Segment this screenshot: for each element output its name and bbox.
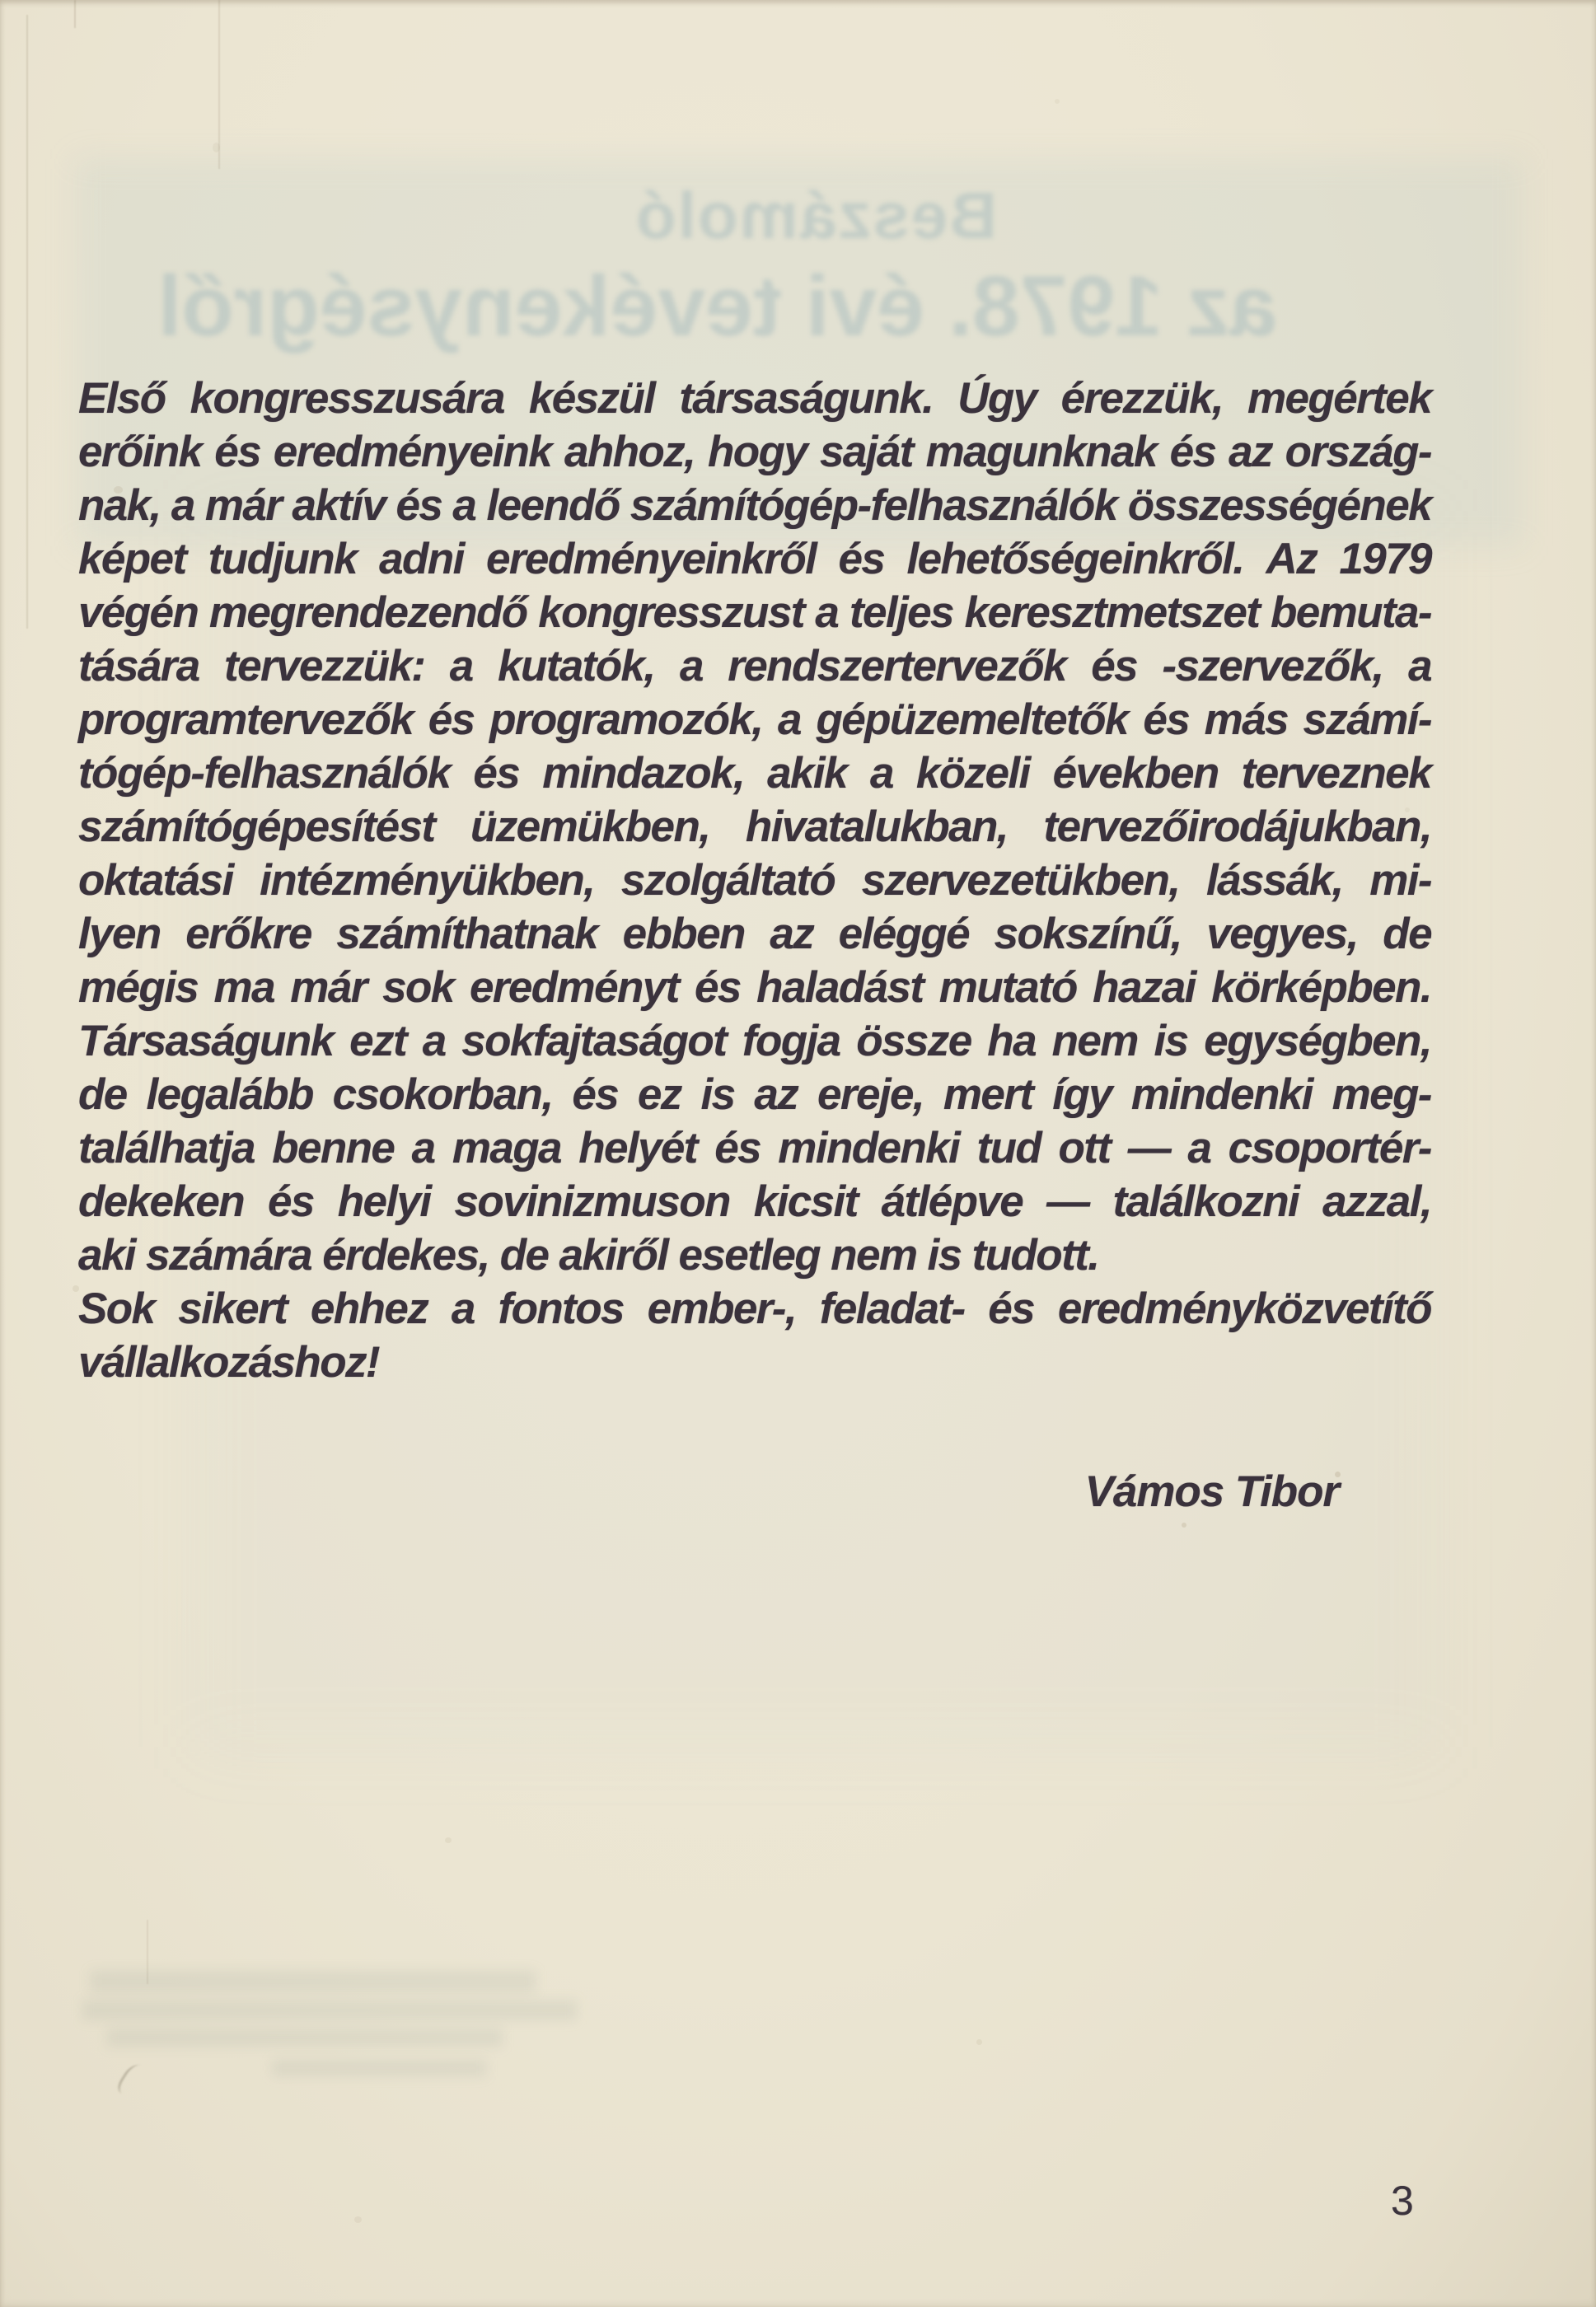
word: már [204,481,282,530]
word: azzal, [1322,1177,1431,1226]
word: tudjunk [208,535,357,583]
word: összességének [1127,481,1431,530]
word: mindazok, [542,749,745,798]
word: így [1052,1070,1112,1119]
word: erőink [78,428,202,476]
showthrough-blur-bar [272,2060,486,2076]
word: körképben. [1211,963,1431,1012]
word: és [428,695,475,744]
text-line [78,586,1431,639]
paper-speck [73,1285,79,1292]
word: meg- [1332,1070,1431,1119]
word: érezzük, [1060,374,1224,423]
word: számíthatnak [336,910,598,958]
signature: Vámos Tibor [1084,1467,1339,1516]
word: benne [272,1124,395,1172]
word: fontos [498,1285,624,1333]
showthrough-blur-bar [107,2029,503,2047]
word: számí- [1303,695,1431,744]
word: megértek [1247,374,1431,423]
word: az [754,1070,798,1119]
word: adni [379,535,464,583]
word: terveznek [1241,749,1431,798]
word: dekeken [78,1177,244,1226]
word: mi- [1369,856,1431,905]
word: vegyes, [1206,910,1358,958]
word: egységben, [1204,1017,1431,1065]
word: mindenki [1130,1070,1313,1119]
word: programozók, [489,695,763,744]
word: Az [1266,535,1318,583]
word: sokfajtaságot [461,1017,727,1065]
paper-crease [74,0,76,28]
word: tervezzük: [224,642,425,690]
word: a [171,481,194,530]
text-line [78,961,1431,1014]
word: akik [767,749,847,798]
word: nak, [78,481,161,530]
word: hivatalukban, [745,803,1008,851]
word: eredményt [469,963,679,1012]
word: ehhez [310,1285,428,1333]
text-line [78,1175,1431,1228]
word: haladást [756,963,924,1012]
word: helyi [337,1177,431,1226]
word: ahhoz, [564,428,695,476]
word: ebben [622,910,745,958]
word: és [572,1070,619,1119]
word: megrendezendő [208,588,527,637]
word: és [988,1285,1035,1333]
word: az [770,910,814,958]
paper-speck [114,486,123,494]
word: közeli [915,749,1030,798]
word: az [1229,428,1272,476]
word: sokszínű, [994,910,1182,958]
word: a [869,749,893,798]
showthrough-title-line2: az 1978. évi tevékenységről [157,259,1277,354]
paper-speck [213,143,220,152]
word: leendő [486,481,620,530]
word: lyen [78,910,161,958]
word: tására [78,642,199,690]
word: lehetőségeinkről. [906,535,1244,583]
word: években [1052,749,1219,798]
word: és [838,535,885,583]
showthrough-title-line1: Beszámoló [634,179,998,252]
word: helyét [578,1124,697,1172]
word: és [267,1177,314,1226]
text-line [78,639,1431,693]
word: a [411,1124,435,1172]
word: sikert [178,1285,288,1333]
word: képet [78,535,186,583]
word: és [1091,642,1137,690]
word: csoportér- [1228,1124,1431,1172]
word: eredményeinkről [485,535,817,583]
word: már [290,963,367,1012]
word: a [451,1285,475,1333]
word: számítógépesítést [78,803,435,851]
word: fogja [742,1017,840,1065]
word: a [778,695,801,744]
word: a [452,481,476,530]
word: és [1143,695,1190,744]
word: Első [78,374,166,423]
word: teljes [849,588,953,637]
pen-mark [114,2062,154,2099]
word: kongresszusára [190,374,504,423]
text-line [78,907,1431,961]
word: szolgáltató [620,856,835,905]
word: számítógép-felhasználók [630,481,1117,530]
word: intézményükben, [260,856,595,905]
text-line [78,1068,1431,1121]
word: maga [452,1124,561,1172]
word: rendszertervezők [728,642,1066,690]
word: magunknak [925,428,1157,476]
word: oktatási [78,856,233,905]
word: sok [382,963,454,1012]
paper-speck [976,2039,982,2045]
paper-speck [1055,99,1060,104]
word: keresztmetszet [964,588,1260,637]
word: ezt [349,1017,407,1065]
word: ma [213,963,274,1012]
word: kutatók, [498,642,655,690]
word: aktív [292,481,386,530]
word: ember-, [647,1285,796,1333]
word: Sok [78,1285,155,1333]
showthrough-blur-bar [91,1971,536,1992]
word: és [1169,428,1216,476]
word: kicsit [753,1177,858,1226]
word: üzemükben, [470,803,710,851]
word: tógép-felhasználók [78,749,451,798]
word: mert [943,1070,1033,1119]
word: és [214,428,261,476]
word: sovinizmuson [454,1177,730,1226]
word: kongresszust [538,588,804,637]
word: mindenki [778,1124,960,1172]
word: mégis [78,963,199,1012]
paper-speck [1182,1523,1186,1528]
word: erőkre [185,910,311,958]
word: találhatja [78,1124,255,1172]
word: nem [1051,1017,1138,1065]
word: programtervezők [78,695,414,744]
word: lássák, [1205,856,1343,905]
text-line [78,693,1431,746]
page-number: 3 [1391,2178,1414,2224]
text-line [78,1014,1431,1068]
paper-speck [1405,807,1410,812]
showthrough-mirrored-title [157,179,1277,354]
paper-crease [147,1920,148,1984]
word: ott [1058,1124,1111,1172]
word: végén [78,588,199,637]
word: csokorban, [332,1070,553,1119]
text-line [78,800,1431,854]
word: és [695,963,741,1012]
word: hazai [1093,963,1196,1012]
word: -szervezők, [1162,642,1383,690]
word: — [1046,1177,1089,1226]
word: készül [528,374,655,423]
word: 1979 [1339,535,1431,583]
text-line: vállalkozáshoz! [78,1338,379,1387]
text-line [78,425,1431,479]
text-line [78,532,1431,586]
word: társaságunk. [679,374,934,423]
word: saját [819,428,913,476]
word: ha [987,1017,1036,1065]
word: más [1204,695,1288,744]
word: legalább [146,1070,313,1119]
word: és [395,481,442,530]
word: gépüzemeltetők [816,695,1128,744]
word: a [679,642,703,690]
word: eléggé [838,910,970,958]
word: eredményeink [273,428,552,476]
word: a [422,1017,446,1065]
word: mutató [938,963,1077,1012]
word: átlépve [881,1177,1023,1226]
paper-speck [1335,1472,1341,1477]
paper-speck [354,2216,362,2223]
word: is [1154,1017,1188,1065]
paper-crease [26,15,28,629]
word: találkozni [1112,1177,1299,1226]
text-line [78,746,1431,800]
text-line [78,1282,1431,1336]
word: — [1127,1124,1171,1172]
word: ereje, [817,1070,924,1119]
word: de [1383,910,1431,958]
word: Társaságunk [78,1017,334,1065]
word: feladat- [819,1285,965,1333]
word: tud [976,1124,1041,1172]
word: tervezőirodájukban, [1043,803,1431,851]
text-block [78,372,1431,1389]
word: Úgy [957,374,1037,423]
text-line [78,479,1431,532]
word: a [1408,642,1431,690]
word: bemuta- [1270,588,1431,637]
word: eredményközvetítő [1057,1285,1431,1333]
word: a [1187,1124,1211,1172]
text-line: aki számára érdekes, de akiről esetleg nem is tudott. [78,1231,1099,1280]
word: szervezetükben, [861,856,1180,905]
word: hogy [707,428,807,476]
showthrough-blur-bar [82,2000,577,2020]
text-line [78,1121,1431,1175]
word: de [78,1070,127,1119]
word: is [700,1070,735,1119]
paper-speck [445,1837,452,1843]
text-line [78,372,1431,425]
text-line [78,854,1431,907]
word: és [714,1124,761,1172]
word: a [815,588,839,637]
word: össze [856,1017,971,1065]
word: és [473,749,520,798]
word: ez [637,1070,681,1119]
word: ország- [1285,428,1431,476]
word: a [449,642,473,690]
